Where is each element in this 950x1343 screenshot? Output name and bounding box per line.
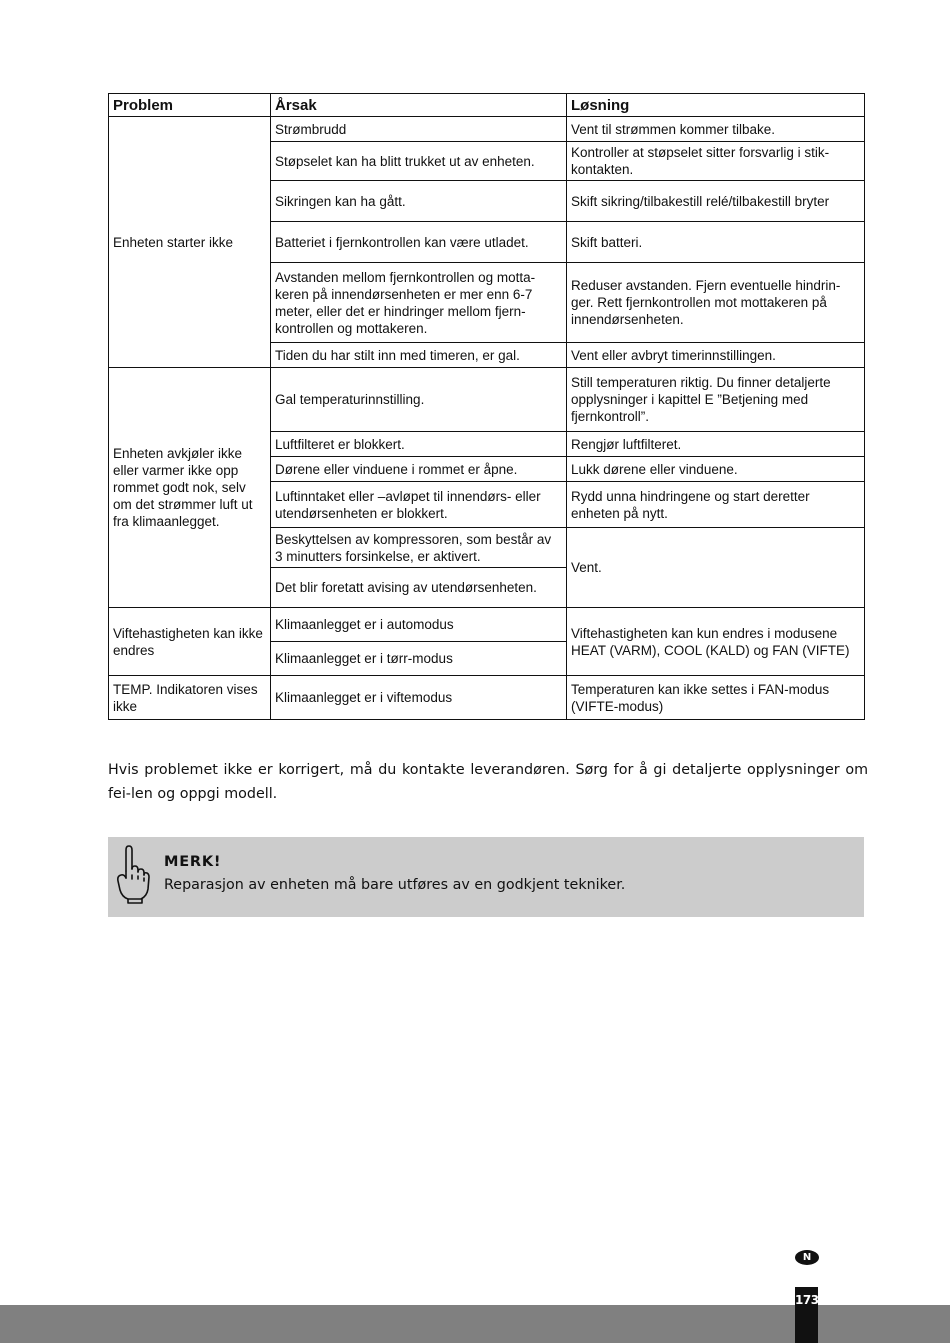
cause-cell: Det blir foretatt avising av utendørsenheten. — [271, 568, 567, 608]
header-problem: Problem — [109, 94, 271, 117]
header-cause: Årsak — [271, 94, 567, 117]
cause-cell: Tiden du har stilt inn med timeren, er gal. — [271, 343, 567, 368]
contact-supplier-text: Hvis problemet ikke er korrigert, må du kontakte leverandøren. Sørg for å gi detaljerte opplysninger om fei-len og oppgi modell. — [108, 762, 868, 802]
cause-cell: Gal temperaturinnstilling. — [271, 368, 567, 432]
table-row — [109, 117, 865, 142]
cause-cell: Støpselet kan ha blitt trukket ut av enheten. — [271, 142, 567, 181]
cause-cell: Klimaanlegget er i tørr-modus — [271, 642, 567, 676]
cause-cell: Avstanden mellom fjernkontrollen og motta-keren på innendørsenheten er mer enn 6-7 meter, eller det er hindringer mellom fjern-kontrollen og mottakeren. — [271, 263, 567, 343]
table-row — [109, 608, 865, 642]
cause-cell: Beskyttelsen av kompressoren, som består av 3 minutters forsinkelse, er aktivert. — [271, 528, 567, 568]
cause-cell: Luftinntaket eller –avløpet til innendørs- eller utendørsenheten er blokkert. — [271, 482, 567, 528]
solution-cell: Skift sikring/tilbakestill relé/tilbakestill bryter — [567, 181, 865, 222]
solution-cell: Vent til strømmen kommer tilbake. — [567, 117, 865, 142]
note-box — [108, 837, 864, 917]
solution-cell: Viftehastigheten kan kun endres i modusene HEAT (VARM), COOL (KALD) og FAN (VIFTE) — [567, 608, 865, 676]
solution-cell: Kontroller at støpselet sitter forsvarlig i stik-kontakten. — [567, 142, 865, 181]
note-title: MERK! — [164, 854, 222, 870]
cause-cell: Sikringen kan ha gått. — [271, 181, 567, 222]
solution-cell: Temperaturen kan ikke settes i FAN-modus (VIFTE-modus) — [567, 676, 865, 720]
solution-cell: Vent eller avbryt timerinnstillingen. — [567, 343, 865, 368]
solution-cell: Lukk dørene eller vinduene. — [567, 457, 865, 482]
cause-cell: Klimaanlegget er i viftemodus — [271, 676, 567, 720]
cause-cell: Klimaanlegget er i automodus — [271, 608, 567, 642]
table-row — [109, 676, 865, 720]
problem-cell: TEMP. Indikatoren vises ikke — [109, 676, 271, 720]
language-badge: N — [795, 1250, 819, 1265]
solution-cell: Reduser avstanden. Fjern eventuelle hindrin-ger. Rett fjernkontrollen mot mottakeren på innendørsenheten. — [567, 263, 865, 343]
solution-cell: Still temperaturen riktig. Du finner detaljerte opplysninger i kapittel E ”Betjening med fjernkontroll”. — [567, 368, 865, 432]
table-row — [109, 368, 865, 432]
solution-cell: Vent. — [567, 528, 865, 608]
troubleshooting-table — [108, 93, 865, 720]
problem-cell: Enheten avkjøler ikke eller varmer ikke opp rommet godt nok, selv om det strømmer luft ut fra klimaanlegget. — [109, 368, 271, 608]
pointing-hand-icon — [112, 841, 152, 905]
solution-cell: Rydd unna hindringene og start deretter enheten på nytt. — [567, 482, 865, 528]
note-text: Reparasjon av enheten må bare utføres av en godkjent tekniker. — [164, 877, 626, 893]
problem-cell: Enheten starter ikke — [109, 117, 271, 368]
solution-cell: Skift batteri. — [567, 222, 865, 263]
cause-cell: Batteriet i fjernkontrollen kan være utladet. — [271, 222, 567, 263]
problem-cell: Viftehastigheten kan ikke endres — [109, 608, 271, 676]
header-solution: Løsning — [567, 94, 865, 117]
page-number: 173 — [795, 1293, 819, 1307]
table-header-row — [109, 94, 865, 117]
solution-cell: Rengjør luftfilteret. — [567, 432, 865, 457]
cause-cell: Dørene eller vinduene i rommet er åpne. — [271, 457, 567, 482]
cause-cell: Luftfilteret er blokkert. — [271, 432, 567, 457]
cause-cell: Strømbrudd — [271, 117, 567, 142]
